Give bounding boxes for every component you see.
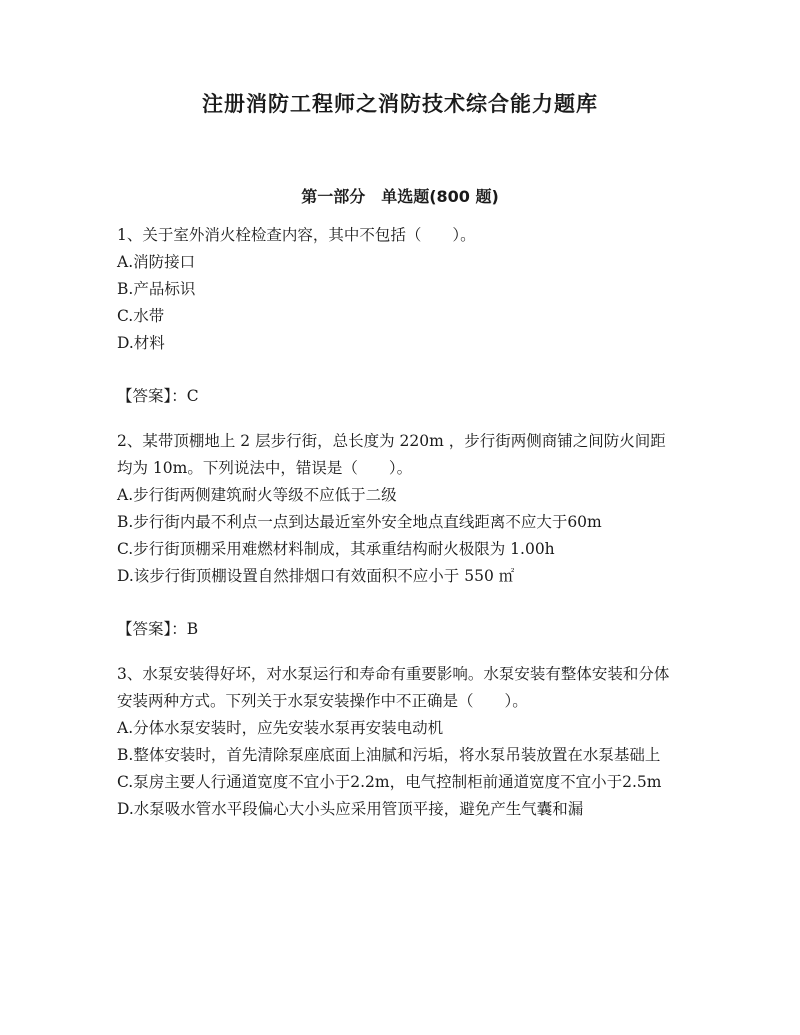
option-c: C.步行街顶棚采用难燃材料制成，其承重结构耐火极限为 1.00h [117, 540, 555, 558]
option-b: B.产品标识 [117, 280, 196, 298]
question-list [117, 222, 677, 823]
option-c: C.泵房主要人行通道宽度不宜小于2.2m，电气控制柜前通道宽度不宜小于2.5m [117, 773, 662, 791]
answer-label: 【答案】：C [117, 387, 199, 405]
option-a: A.分体水泵安装时，应先安装水泵再安装电动机 [117, 719, 444, 737]
question-3 [117, 661, 677, 823]
document-title: 注册消防工程师之消防技术综合能力题库 [202, 92, 598, 116]
option-b: B.步行街内最不利点一点到达最近室外安全地点直线距离不应大于60m [117, 513, 602, 531]
section-heading: 第一部分 单选题(800 题) [301, 187, 499, 206]
option-b: B.整体安装时，首先清除泵座底面上油腻和污垢，将水泵吊装放置在水泵基础上 [117, 746, 661, 764]
option-d: D.水泵吸水管水平段偏心大小头应采用管顶平接，避免产生气囊和漏 [117, 800, 584, 818]
option-d: D.该步行街顶棚设置自然排烟口有效面积不应小于 550 ㎡ [117, 567, 515, 585]
option-a: A.步行街两侧建筑耐火等级不应低于二级 [117, 486, 397, 504]
question-stem: 2、某带顶棚地上 2 层步行街，总长度为 220m ，步行街两侧商铺之间防火间距均为 10m。下列说法中，错误是（ ）。 [117, 432, 666, 477]
question-stem: 3、水泵安装得好坏，对水泵运行和寿命有重要影响。水泵安装有整体安装和分体安装两种方式。下列关于水泵安装操作中不正确是（ ）。 [117, 665, 670, 710]
answer-label: 【答案】：B [117, 620, 199, 638]
question-stem: 1、关于室外消火栓检查内容，其中不包括（ ）。 [117, 226, 476, 244]
question-1 [117, 222, 677, 410]
option-a: A.消防接口 [117, 253, 196, 271]
option-d: D.材料 [117, 334, 165, 352]
option-c: C.水带 [117, 307, 165, 325]
question-2 [117, 428, 677, 643]
